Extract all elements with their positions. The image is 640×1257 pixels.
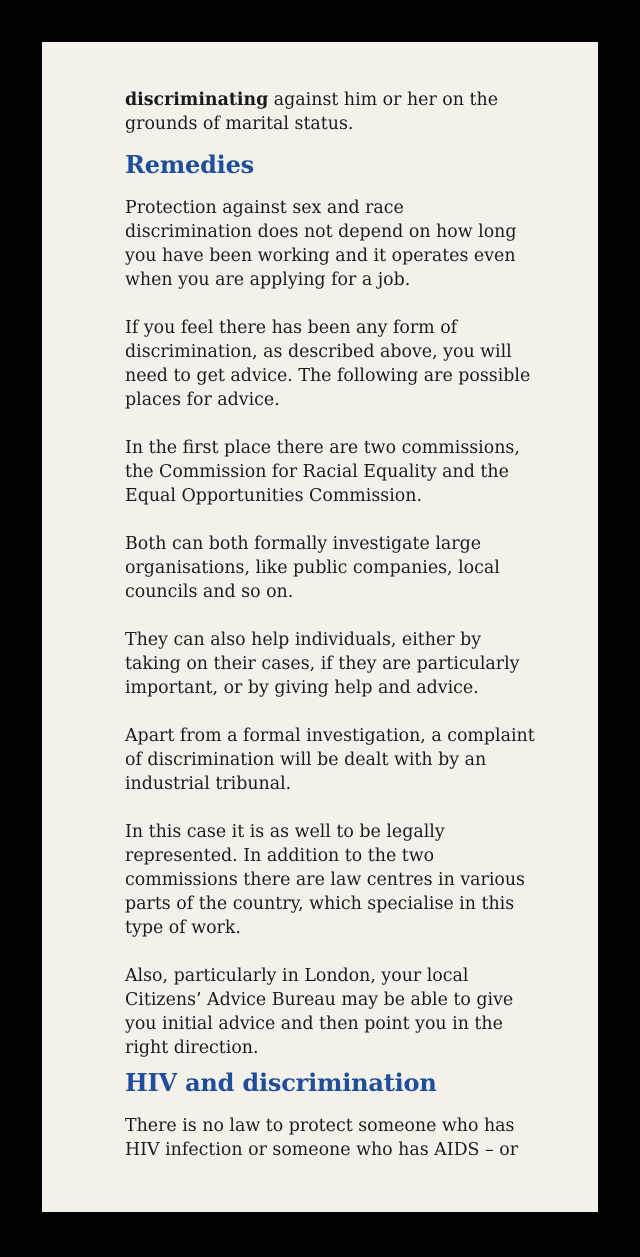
heading-hiv-and-discrimination: HIV and discrimination — [125, 1068, 437, 1097]
remedies-paragraph-1: Protection against sex and race discrimination does not depend on how long you have been working and it operates even when you are applying for a job. — [125, 198, 517, 290]
remedies-paragraph-8: Also, particularly in London, your local Citizens’ Advice Bureau may be able to give you initial advice and then point you in the right direction. — [125, 966, 514, 1058]
hiv-paragraph-1: There is no law to protect someone who has HIV infection or someone who has AIDS – or — [125, 1116, 519, 1160]
page-content — [125, 88, 535, 1186]
heading-remedies: Remedies — [125, 150, 254, 179]
intro-paragraph — [125, 88, 535, 136]
leaflet-page — [42, 42, 598, 1212]
remedies-paragraph-6: Apart from a formal investigation, a complaint of discrimination will be dealt with by an industrial tribunal. — [125, 726, 535, 794]
remedies-paragraph-7: In this case it is as well to be legally represented. In addition to the two commissions there are law centres in various parts of the country, which specialise in this type of work. — [125, 822, 525, 938]
intro-bold-term: discriminating — [125, 90, 269, 110]
remedies-paragraph-3: In the first place there are two commissions, the Commission for Racial Equality and the Equal Opportunities Commission. — [125, 438, 520, 506]
remedies-paragraph-4: Both can both formally investigate large organisations, like public companies, local councils and so on. — [125, 534, 500, 602]
remedies-paragraph-5: They can also help individuals, either by taking on their cases, if they are particularly important, or by giving help and advice. — [125, 630, 520, 698]
remedies-paragraph-2: If you feel there has been any form of discrimination, as described above, you will need to get advice. The following are possible places for advice. — [125, 318, 531, 410]
intro-text: against him or her on the grounds of marital status. — [125, 90, 498, 134]
